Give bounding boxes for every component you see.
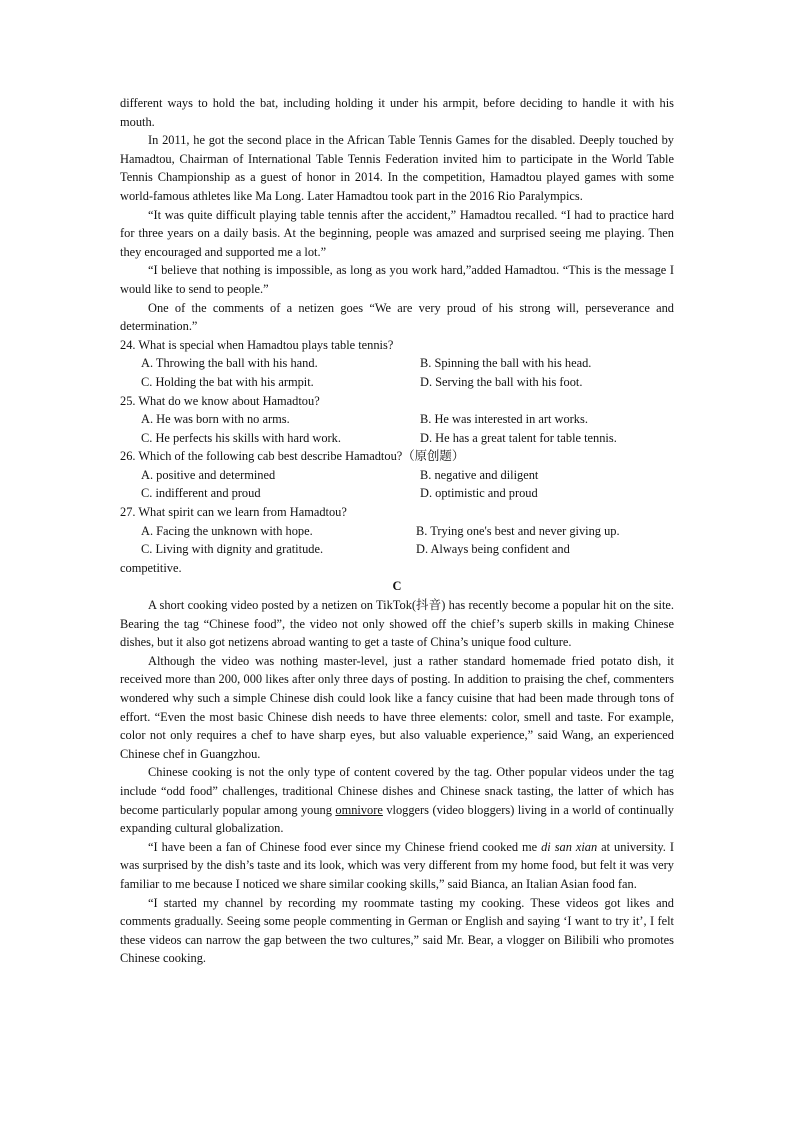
option-a: A. He was born with no arms.: [141, 412, 290, 427]
option-d-continuation: competitive.: [120, 560, 182, 575]
option-c: C. He perfects his skills with hard work.: [141, 430, 341, 445]
option-c: C. Living with dignity and gratitude.: [141, 542, 324, 557]
option-a: A. Facing the unknown with hope.: [141, 523, 313, 538]
option-c: C. indifferent and proud: [141, 486, 261, 501]
option-b: B. negative and diligent: [420, 467, 539, 482]
option-d: D. optimistic and proud: [420, 486, 538, 501]
section-c-paragraph-3: [120, 763, 674, 837]
question-stem: 26. Which of the following cab best describe Hamadtou?（原创题）: [120, 449, 465, 464]
option-d: D. Serving the ball with his foot.: [420, 374, 583, 389]
section-c-paragraph-5: “I started my channel by recording my roommate tasting my cooking. These videos got likes and comments gradually. Seeing some people commenting in German or English and saying ‘I want to try it’, I felt these videos can narrow the gap between the two cultures,” said Mr. Bear, a vlogger on Bilibili who promotes Chinese cooking.: [120, 895, 674, 966]
option-b: B. Spinning the ball with his head.: [420, 356, 592, 371]
question-stem: 27. What spirit can we learn from Hamadtou?: [120, 505, 347, 520]
passage-b-paragraph-4: One of the comments of a netizen goes “We are very proud of his strong will, perseverance and determination.”: [120, 300, 674, 334]
passage-b-paragraph-1: In 2011, he got the second place in the African Table Tennis Games for the disabled. Deeply touched by Hamadtou, Chairman of International Table Tennis Federation invited him to participate in the World Table Tennis Championship as a guest of honor in 2014. In the competition, Hamadtou played games with some world-famous athletes like Ma Long. Later Hamadtou took part in the 2016 Rio Paralympics.: [120, 133, 674, 203]
passage-b-paragraph-2: “It was quite difficult playing table tennis after the accident,” Hamadtou recalled. “I had to practice hard for three years on a daily basis. At the beginning, people was amazed and surprised seeing me playing. Then they encouraged and supported me a lot.”: [120, 207, 674, 259]
section-c-paragraph-1: A short cooking video posted by a netizen on TikTok(抖音) has recently become a popular hit on the site. Bearing the tag “Chinese food”, the video not only showed off the chief’s superb skills in making Chinese dishes, but it also got netizens abroad wanting to get a taste of China’s unique food culture.: [120, 598, 674, 650]
italic-dish-name: di san xian: [541, 839, 598, 854]
question-stem: 25. What do we know about Hamadtou?: [120, 393, 320, 408]
option-c: C. Holding the bat with his armpit.: [141, 374, 314, 389]
paragraph-text: vloggers (video bloggers) living in a world of continually expanding cultural globalization.: [120, 802, 675, 836]
option-d: D. He has a great talent for table tennis.: [420, 430, 617, 445]
option-b: B. Trying one's best and never giving up.: [416, 523, 620, 538]
option-a: A. Throwing the ball with his hand.: [141, 356, 318, 371]
section-c-heading: C: [392, 579, 402, 594]
question-24: [120, 336, 674, 392]
question-26: [120, 447, 674, 503]
section-c-paragraph-4: [120, 838, 674, 894]
option-b: B. He was interested in art works.: [420, 412, 588, 427]
option-d: D. Always being confident and: [416, 542, 570, 557]
section-c-paragraph-2: Although the video was nothing master-level, just a rather standard homemade fried potato dish, it received more than 200, 000 likes after only three days of posting. In addition to praising the chef, commenters wondered why such a simple Chinese dish could look like a fancy cuisine that had been made through tons of effort. “Even the most basic Chinese dish needs to have three elements: color, smell and taste. For example, color not only requires a chef to have sharp eyes, but also valuable experience,” said Wang, an experienced Chinese chef in Guangzhou.: [120, 653, 674, 761]
question-25: [120, 392, 674, 448]
question-27: [120, 503, 674, 577]
paragraph-text: at university. I was surprised by the dish’s taste and its look, which was very different from my home food, but felt it was very familiar to me because I noticed we share similar cooking skills,” said Bianca, an Italian Asian food fan.: [120, 839, 674, 891]
underlined-word-omnivore: omnivore: [335, 802, 383, 817]
passage-b-paragraph-3: “I believe that nothing is impossible, as long as you work hard,”added Hamadtou. “This is the message I would like to send to people.”: [120, 263, 674, 296]
exam-page: [120, 94, 674, 968]
passage-b-paragraph-0: different ways to hold the bat, including holding it under his armpit, before deciding to handle it with his mouth.: [120, 96, 674, 129]
option-a: A. positive and determined: [141, 467, 276, 482]
paragraph-text: “I have been a fan of Chinese food ever since my Chinese friend cooked me: [148, 839, 542, 854]
paragraph-text: Chinese cooking is not the only type of content covered by the tag. Other popular videos under the tag include “odd food” challenges, traditional Chinese dishes and Chinese snack tasting, the latter of which has become particularly popular among young: [120, 765, 674, 817]
question-stem: 24. What is special when Hamadtou plays table tennis?: [120, 337, 394, 352]
